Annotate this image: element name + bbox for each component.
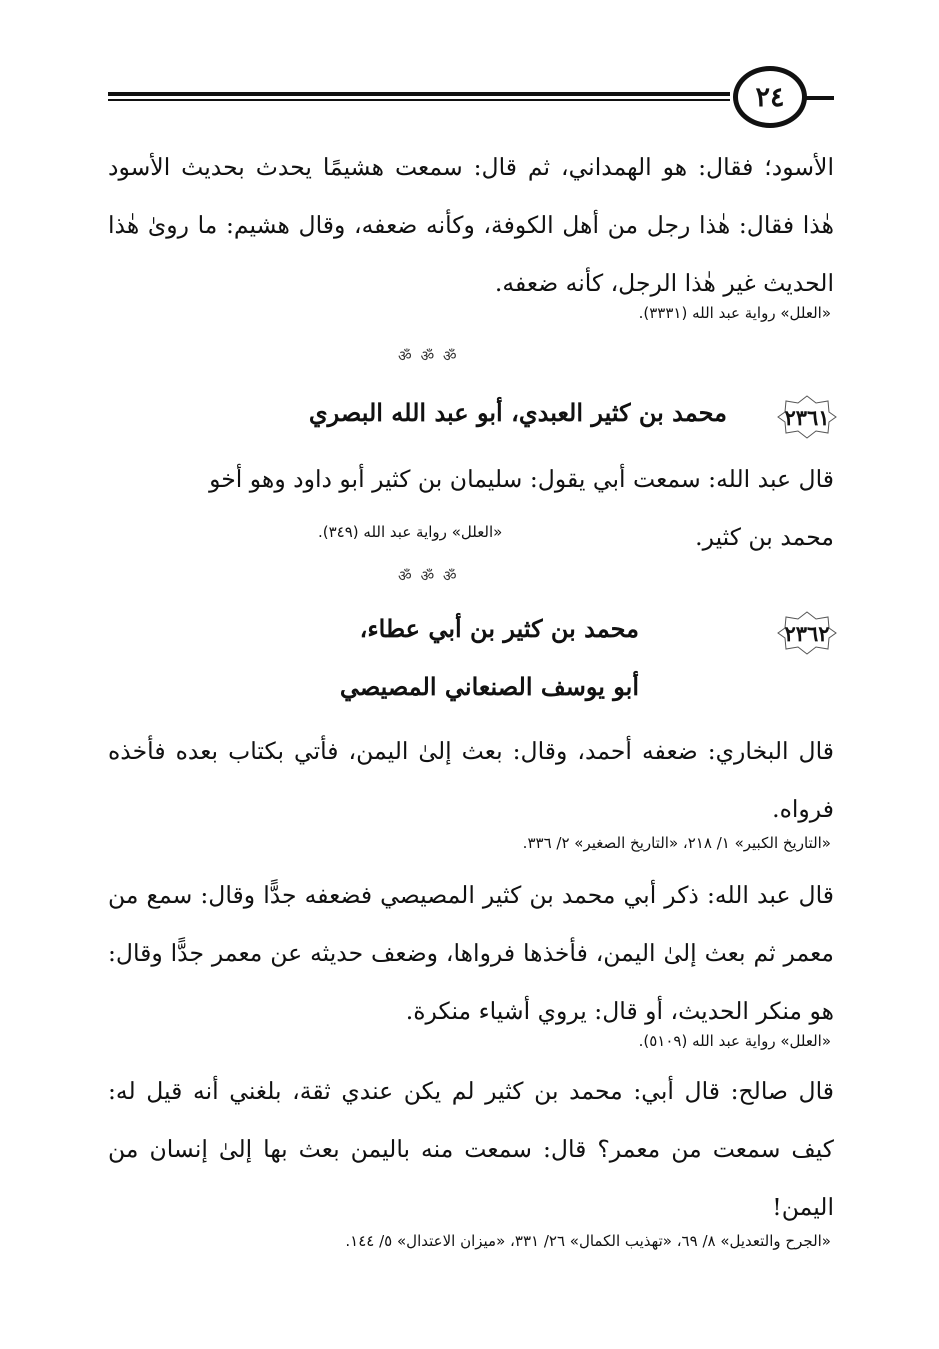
source-citation: «العلل» رواية عبد الله (٣٣٣١).: [638, 304, 831, 322]
source-citation: «العلل» رواية عبد الله (٥١٠٩).: [638, 1032, 831, 1050]
section-ornament: ॐ ॐ ॐ: [398, 347, 459, 365]
section-ornament: ॐ ॐ ॐ: [398, 567, 459, 585]
source-citation: «التاريخ الكبير» ١/ ٢١٨، «التاريخ الصغير» ٢/ ٣٣٦.: [522, 834, 831, 852]
entry-paragraph: قال صالح: قال أبي: محمد بن كثير لم يكن عندي ثقة، بلغني أنه قيل له: كيف سمعت من معمر؟ قال: سمعت منه باليمن بعث بها إلىٰ إنسان من اليمن!: [108, 1077, 834, 1221]
header-rule: [108, 92, 730, 106]
entry-number-badge: ٢٣٦٢: [776, 610, 838, 656]
paragraph-continued: الأسود؛ فقال: هو الهمداني، ثم قال: سمعت هشيمًا يحدث بحديث الأسود هٰذا فقال: هٰذا رجل من أهل الكوفة، وكأنه ضعفه، وقال هشيم: ما روىٰ هٰذا الحديث غير هٰذا الرجل، كأنه ضعفه.: [108, 153, 834, 297]
source-citation: «الجرح والتعديل» ٨/ ٦٩، «تهذيب الكمال» ٢٦/ ٣٣١، «ميزان الاعتدال» ٥/ ١٤٤.: [345, 1232, 831, 1250]
source-citation: «العلل» رواية عبد الله (٣٤٩).: [318, 523, 503, 541]
entry-paragraph: قال البخاري: ضعفه أحمد، وقال: بعث إلىٰ اليمن، فأتي بكتاب بعده فأخذه فرواه.: [108, 737, 834, 823]
entry-title: محمد بن كثير العبدي، أبو عبد الله البصري: [308, 398, 727, 427]
entry-paragraph: قال عبد الله: ذكر أبي محمد بن كثير المصيصي فضعفه جدًّا وقال: سمع من معمر ثم بعث إلىٰ اليمن، فأخذها فرواها، وضعف حديثه عن معمر جدًّا وقال: هو منكر الحديث، أو قال: يروي أشياء منكرة.: [108, 881, 834, 1025]
entry-text-end: محمد بن كثير.: [695, 523, 834, 551]
entry-text: قال عبد الله: سمعت أبي يقول: سليمان بن كثير أبو داود وهو أخو: [209, 465, 834, 493]
entry-title-line2: أبو يوسف الصنعاني المصيصي: [339, 672, 639, 701]
entry-title: محمد بن كثير بن أبي عطاء،: [359, 614, 639, 643]
page-number: ٢٤: [733, 66, 807, 128]
header-rule-tail: [806, 96, 834, 100]
entry-number-badge: ٢٣٦١: [776, 394, 838, 440]
